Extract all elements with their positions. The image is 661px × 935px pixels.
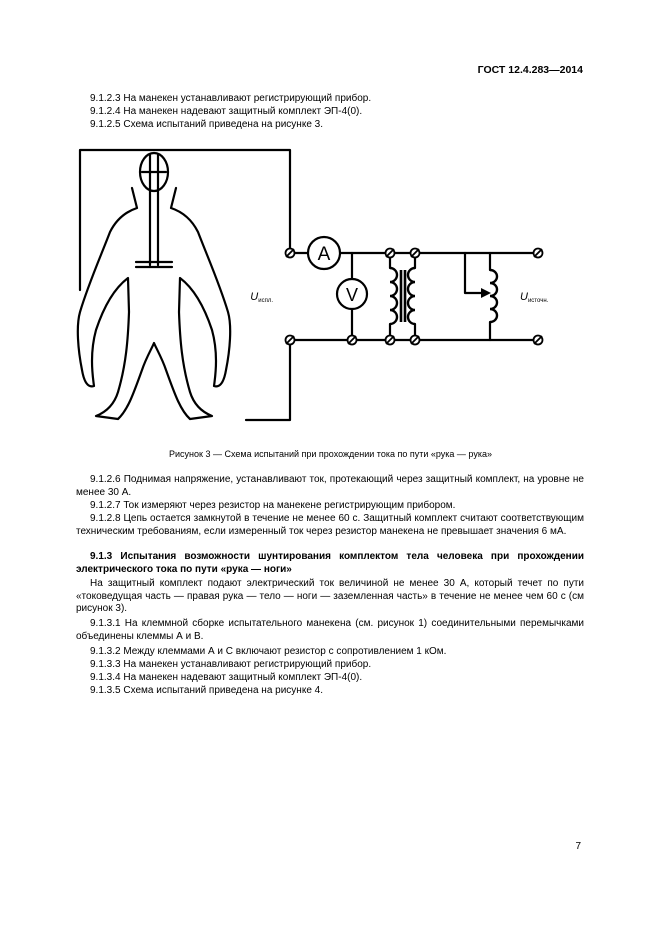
- section-9-1-3-intro: На защитный комплект подают электрический ток величиной не менее 30 А, который течет по пути «токоведущая часть — правая рука — тело — ноги — заземленная часть» в течение не менее чем 60 с (см рисунок 3).: [76, 578, 584, 614]
- wire-autotransformer: [465, 253, 490, 340]
- terminal-primary-top: [386, 249, 395, 258]
- torso-wiring: [136, 188, 172, 267]
- section-9-1-3-heading: 9.1.3 Испытания возможности шунтирования комплектом тела человека при прохождении электрического тока по пути «рука — ноги»: [76, 551, 584, 575]
- clause-9-1-2-5: 9.1.2.5 Схема испытаний приведена на рисунке 3.: [90, 119, 323, 130]
- mannequin-outline: [78, 188, 230, 419]
- clause-9-1-2-7: 9.1.2.7 Ток измеряют через резистор на манекене регистрирующим прибором.: [90, 500, 456, 511]
- clause-9-1-3-5: 9.1.3.5 Схема испытаний приведена на рисунке 4.: [90, 685, 323, 696]
- clause-9-1-3-3: 9.1.3.3 На манекен устанавливают регистрирующий прибор.: [90, 659, 372, 670]
- terminal-source-bottom: [534, 336, 543, 345]
- page-number: 7: [575, 841, 581, 852]
- terminal-test-top: [286, 249, 295, 258]
- primary-coil: [390, 268, 397, 324]
- clause-9-1-2-4: 9.1.2.4 На манекен надевают защитный комплект ЭП-4(0).: [90, 106, 363, 117]
- transformer-core: [401, 270, 405, 322]
- clause-9-1-3-4: 9.1.3.4 На манекен надевают защитный комплект ЭП-4(0).: [90, 672, 363, 683]
- circuit-diagram: [70, 140, 590, 440]
- wire-outer-loop: [80, 150, 290, 420]
- terminal-secondary-top: [411, 249, 420, 258]
- secondary-coil: [408, 268, 415, 324]
- terminal-voltmeter-bottom: [348, 336, 357, 345]
- terminal-source-top: [534, 249, 543, 258]
- clause-9-1-2-3: 9.1.2.3 На манекен устанавливают регистрирующий прибор.: [90, 93, 372, 104]
- ammeter-label: A: [317, 244, 331, 265]
- autotransformer-slider-arrow: [481, 288, 491, 298]
- terminal-secondary-bottom: [411, 336, 420, 345]
- terminal-test-bottom: [286, 336, 295, 345]
- clause-9-1-2-6: 9.1.2.6 Поднимая напряжение, устанавливают ток, протекающий через защитный комплект, на уровне не менее 30 А.: [76, 474, 584, 498]
- clause-9-1-3-2: 9.1.3.2 Между клеммами А и С включают резистор с сопротивлением 1 кОм.: [90, 646, 447, 657]
- clause-9-1-3-1: 9.1.3.1 На клеммной сборке испытательного манекена (см. рисунок 1) соединительными перемычками объединены клеммы А и В.: [76, 618, 584, 642]
- figure-3-test-circuit: [70, 140, 590, 440]
- head-wiring: [142, 155, 166, 188]
- voltmeter-label: V: [345, 285, 359, 305]
- clause-9-1-2-8: 9.1.2.8 Цепь остается замкнутой в течение не менее 60 с. Защитный комплект считают соответствующим техническим требованиям, если измеренный ток через резистор манекена не превышает значения 6 мА.: [76, 513, 584, 537]
- figure-3-caption: Рисунок 3 — Схема испытаний при прохождении тока по пути «рука — рука»: [169, 449, 492, 459]
- terminal-primary-bottom: [386, 336, 395, 345]
- autotransformer-coil: [490, 270, 497, 322]
- standard-header: ГОСТ 12.4.283—2014: [477, 64, 583, 76]
- u-source-label: Uисточн.: [520, 291, 549, 304]
- u-test-label: Uиспл.: [250, 291, 273, 304]
